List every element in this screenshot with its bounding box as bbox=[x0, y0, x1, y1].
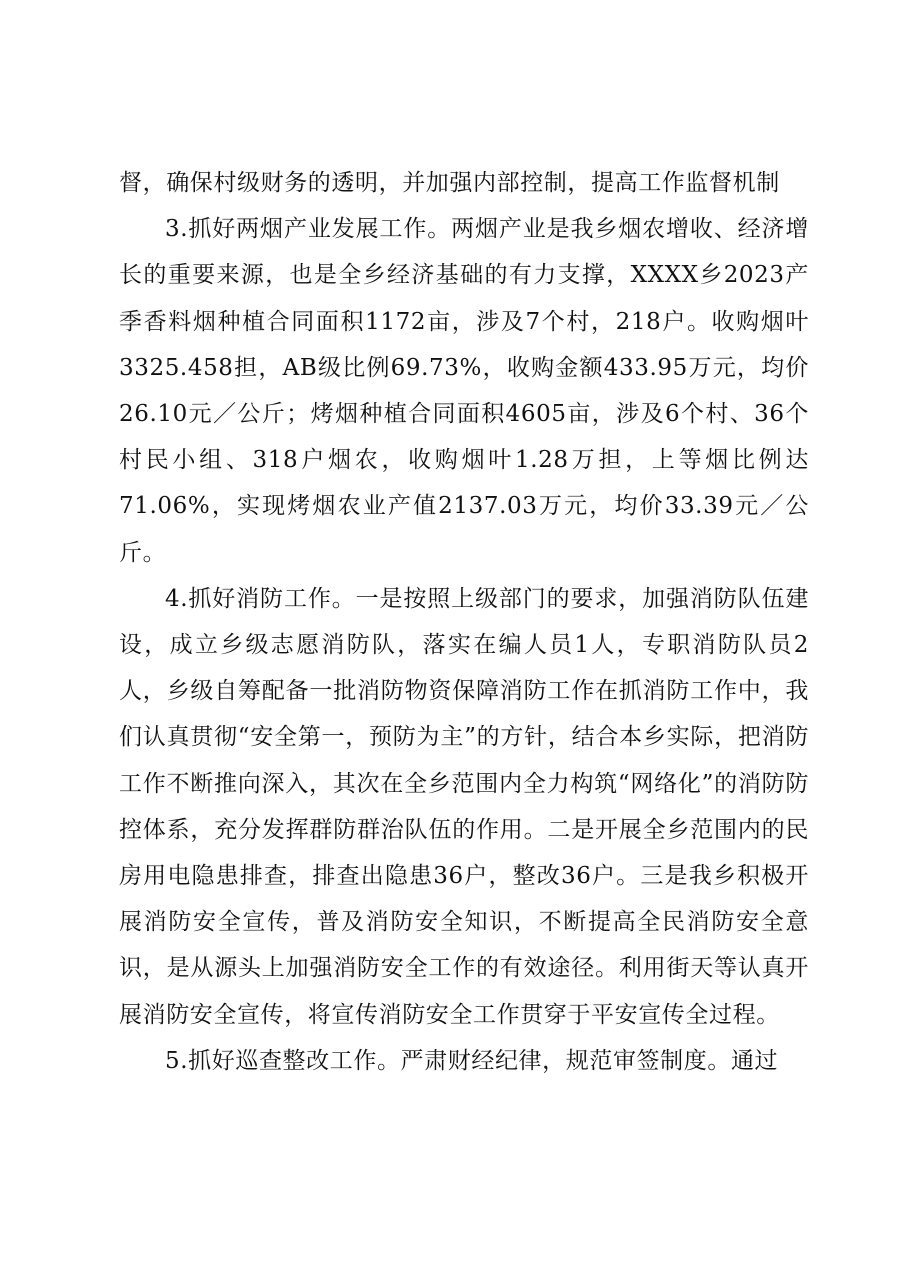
paragraph-tobacco-industry: 3.抓好两烟产业发展工作。两烟产业是我乡烟农增收、经济增长的重要来源，也是全乡经济基础的有力支撑，XXXX乡2023产季香料烟种植合同面积1172亩，涉及7个村，218户。收购烟叶3325.458担，AB级比例69.73%，收购金额433.95万元，均价26.10元／公斤；烤烟种植合同面积4605亩，涉及6个村、36个村民小组、318户烟农，收购烟叶1.28万担，上等烟比例达71.06%，实现烤烟农业产值2137.03万元，均价33.39元／公斤。 bbox=[119, 216, 809, 566]
paragraph-inspection-rectification: 5.抓好巡查整改工作。严肃财经纪律，规范审签制度。通过 bbox=[165, 1047, 779, 1074]
paragraph-fire-safety: 4.抓好消防工作。一是按照上级部门的要求，加强消防队伍建设，成立乡级志愿消防队，落实在编人员1人，专职消防队员2人，乡级自筹配备一批消防物资保障消防工作在抓消防工作中，我们认真贯彻“安全第一，预防为主”的方针，结合本乡实际，把消防工作不断推向深入，其次在全乡范围内全力构筑“网络化”的消防防控体系，充分发挥群防群治队伍的作用。二是开展全乡范围内的民房用电隐患排查，排查出隐患36户，整改36户。三是我乡积极开展消防安全宣传，普及消防安全知识，不断提高全民消防安全意识，是从源头上加强消防安全工作的有效途径。利用街天等认真开展消防安全宣传，将宣传消防安全工作贯穿于平安宣传全过程。 bbox=[119, 585, 809, 1028]
document-body bbox=[119, 160, 809, 1084]
paragraph-continuation: 督，确保村级财务的透明，并加强内部控制，提高工作监督机制 bbox=[119, 170, 780, 196]
